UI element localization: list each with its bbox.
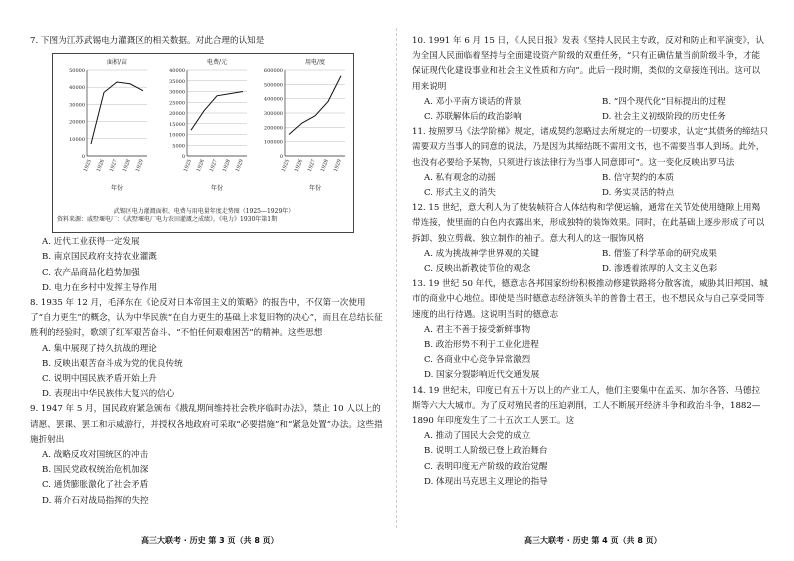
chart-1-ytick-label: 20000 [69, 119, 85, 126]
chart-1-xtick-label: 1927 [108, 158, 119, 173]
question-7 [30, 34, 386, 296]
option-b[interactable]: B. 政治形势不利于工业化进程 [424, 340, 539, 351]
question-12 [412, 201, 768, 277]
chart-2-ytick-label: 30000 [169, 89, 185, 96]
option-b[interactable]: B. 南京国民政府支持农业灌溉 [42, 252, 157, 263]
chart-3-xtick-label: 1928 [319, 158, 330, 173]
chart-3-ytick-label: 0 [279, 154, 283, 161]
chart-2-series-line [191, 92, 243, 131]
option-d[interactable]: D. 表现出中华民族伟大复兴的信心 [42, 389, 175, 400]
option-b[interactable]: B. 信守契约的本质 [602, 172, 674, 183]
option-d[interactable]: D. 务实灵活的特点 [602, 188, 675, 199]
chart-3-xtick-label: 1925 [280, 158, 291, 173]
question-13 [412, 277, 768, 383]
option-b[interactable]: B. 借鉴了科学革命的研究成果 [602, 248, 717, 259]
option-c[interactable]: C. 通货膨胀激化了社会矛盾 [42, 480, 149, 491]
option-b[interactable]: B. “四个现代化”目标提出的过程 [602, 96, 726, 107]
chart-2-xtick-label: 1928 [221, 158, 232, 173]
option-d[interactable]: D. 社会主义初级阶段的历史任务 [602, 112, 726, 123]
chart-3-xlabel: 年份 [308, 185, 322, 193]
option-b[interactable]: B. 说明工人阶级已登上政治舞台 [424, 446, 548, 457]
chart-3-xtick-label: 1927 [306, 158, 317, 173]
chart-3-ytick-label: 300000 [263, 111, 283, 118]
question-10-stem: 10. 1991 年 6 月 15 日，《人民日报》发表《坚持人民民主专政，反对和防止和平演变》，认为全国人民面临着坚持与全面建设资产阶级的双重任务，“只有正确估量当前阶级斗争，才能保证现代化建设事业和社会主义性质和方向”。此后一段时期，类似的文章接连刊出。这可以用来说明 [412, 36, 764, 92]
chart-3-title: 用电/度 [304, 59, 326, 67]
left-column [30, 34, 386, 509]
option-d[interactable]: D. 国家分裂影响近代交通发展 [424, 370, 540, 381]
question-9 [30, 402, 386, 508]
question-14-stem: 14. 19 世纪末，印度已有五十万以上的产业工人，他们主要集中在孟买、加尔各答、马德拉斯等六大大城市。为了反对殖民者的压迫剥削，工人不断展开经济斗争和政治斗争，1882—1890 年印度发生了二十五次工人罢工。这 [412, 385, 761, 427]
question-8-options [30, 342, 386, 403]
option-c[interactable]: C. 表明印度无产阶级的政治觉醒 [424, 461, 548, 472]
chart-3-ytick-label: 500000 [263, 82, 283, 89]
question-11-stem: 11. 按照罗马《法学阶梯》规定，诸成契约忽略过去所规定的一切要求，认定“其债务的缔结只需要双方当事人的同意的说法，乃是因为其缔结既不需用文书，也不需要当事人到场。此外，也没有必要给予某物，只须进行该法律行为当事人同意即可”。这一变化反映出罗马法 [412, 127, 768, 168]
chart-1-xtick-label: 1928 [121, 158, 132, 173]
question-10 [412, 34, 768, 125]
chart-2-xtick-label: 1926 [195, 158, 206, 173]
chart-2-xtick-label: 1929 [234, 158, 245, 173]
question-11 [412, 125, 768, 201]
chart-figure [52, 53, 354, 233]
option-a[interactable]: A. 战略反攻对国统区的冲击 [42, 450, 149, 461]
chart-1-ytick-label: 40000 [69, 85, 85, 92]
chart-1-xlabel: 年份 [110, 185, 124, 193]
question-12-options [412, 247, 768, 277]
chart-1-ytick-label: 10000 [69, 137, 85, 144]
question-14 [412, 384, 768, 490]
chart-1-xtick-label: 1929 [134, 158, 145, 173]
option-d[interactable]: D. 电力在乡村中发挥主导作用 [42, 282, 158, 293]
chart-1-xtick-label: 1926 [95, 158, 106, 173]
option-c[interactable]: C. 苏联解体后的政治影响 [424, 112, 522, 123]
question-9-stem: 9. 1947 年 5 月，国民政府紧急颁布《戡乱期间维持社会秩序临时办法》，禁止 10 人以上的请愿、罢课、罢工和示威游行，并授权各地政府可采取“必要措施”和“紧急处置”办法。这些措施折射出 [30, 404, 383, 445]
page-divider [396, 28, 397, 528]
option-d[interactable]: D. 渗透着浓厚的人文主义色彩 [602, 264, 718, 275]
chart-3-ytick-label: 400000 [263, 96, 283, 103]
chart-1-ytick-label: 30000 [69, 102, 85, 109]
option-a[interactable]: A. 私有观念的动摇 [424, 172, 496, 183]
page-footer-right: 高三大联考 · 历史 第 4 页（共 8 页） [524, 536, 662, 545]
question-8-stem: 8. 1935 年 12 月，毛泽东在《论反对日本帝国主义的策略》的报告中，不仅第一次使用了“自力更生”的概念，认为中华民族“在自力更生的基础上求复旧物的决心”，而且在总结长征胜利的经验时，歌颂了红军艰苦奋斗、“不怕任何艰难困苦”的精神。这些思想 [30, 298, 383, 339]
chart-3-xtick-label: 1926 [293, 158, 304, 173]
chart-1-ytick-label: 50000 [69, 68, 85, 75]
question-13-options [412, 323, 768, 384]
option-a[interactable]: A. 君主不善于接受新鲜事物 [424, 324, 531, 335]
question-9-options [30, 448, 386, 509]
option-b[interactable]: B. 国民党政权统治危机加深 [42, 465, 149, 476]
question-10-options [412, 95, 768, 125]
option-c[interactable]: C. 农产品商品化趋势加强 [42, 267, 140, 278]
chart-3-ytick-label: 600000 [263, 68, 283, 75]
chart-2-xtick-label: 1927 [208, 158, 219, 173]
chart-1-series-line [91, 82, 143, 144]
option-a[interactable]: A. 近代工业获得一定发展 [42, 237, 140, 248]
option-a[interactable]: A. 集中展现了持久抗战的理论 [42, 343, 157, 354]
option-b[interactable]: B. 反映出艰苦奋斗成为党的优良传统 [42, 358, 183, 369]
chart-2-xlabel: 年份 [210, 185, 224, 193]
option-c[interactable]: C. 形式主义的消失 [424, 188, 496, 199]
question-7-stem: 7. 下图为江苏武锡电力灌溉区的相关数据。对此合理的认知是 [30, 36, 265, 46]
option-a[interactable]: A. 邓小平南方谈话的背景 [424, 96, 522, 107]
chart-2-ytick-label: 10000 [169, 132, 185, 139]
chart-2-ytick-label: 5000 [172, 143, 185, 150]
chart-3-ytick-label: 100000 [263, 139, 283, 146]
chart-1-ytick-label: 0 [81, 154, 85, 161]
chart-2-ytick-label: 0 [181, 154, 185, 161]
chart-2-ytick-label: 20000 [169, 111, 185, 118]
chart-svg [53, 54, 353, 210]
question-14-options [412, 429, 768, 490]
question-11-options [412, 171, 768, 201]
question-13-stem: 13. 19 世纪 50 年代，德意志各邦国家纷纷积极推动修建铁路将分散客流，威胁其旧邦国、城市的商业中心地位。即使是当时德意志经济领头羊的普鲁士君王，也不想民众与自己享受同等速度的出行待遇。这说明当时的德意志 [412, 279, 768, 320]
question-12-stem: 12. 15 世纪，意大利人为了使装帧符合人体结构和学便运输，通常在关节处使用缝隙上用羯带连接，使里面的白色内衣露出来，形成独特的装饰效果。同时，在此基础上逐步形成了可以拆卸、独立剪裁、独立制作的袖子。意大利人的这一服饰风格 [412, 203, 765, 244]
chart-2-ytick-label: 35000 [169, 78, 185, 85]
option-a[interactable]: A. 推动了国民大会党的成立 [424, 431, 531, 442]
chart-3-xtick-label: 1929 [332, 158, 343, 173]
option-c[interactable]: C. 反映出新教徒节俭的观念 [424, 264, 531, 275]
chart-2-title: 电费/元 [206, 59, 228, 67]
question-7-options [30, 235, 386, 296]
option-c[interactable]: C. 说明中国民族矛盾开始上升 [42, 374, 157, 385]
chart-2-ytick-label: 25000 [169, 100, 185, 107]
question-8 [30, 296, 386, 402]
option-c[interactable]: C. 各商业中心竞争异常激烈 [424, 355, 531, 366]
option-d[interactable]: D. 蒋介石对战局指挥的失控 [42, 495, 149, 506]
chart-2-ytick-label: 15000 [169, 121, 185, 128]
chart-2-xtick-label: 1925 [182, 158, 193, 173]
chart-caption-line2: 资料来源：戚墅堰电厂：《武墅堰电厂电力农田灌溉之成绩》，《电力》1930年第1期 [57, 216, 278, 224]
option-a[interactable]: A. 成为挑战神学世界观的关键 [424, 248, 539, 259]
chart-1-xtick-label: 1925 [82, 158, 93, 173]
page-footer-left: 高三大联考 · 历史 第 3 页（共 8 页） [141, 536, 279, 545]
chart-caption [55, 208, 351, 224]
chart-3-ytick-label: 200000 [263, 125, 283, 132]
chart-1-title: 面积/亩 [106, 59, 128, 67]
chart-caption-line1: 武锡区电力灌溉面积、电费与用电量年度走势图（1925—1929年） [113, 208, 295, 216]
option-d[interactable]: D. 体现出马克思主义理论的指导 [424, 476, 548, 487]
right-column [412, 34, 768, 490]
chart-2-ytick-label: 40000 [169, 68, 185, 75]
